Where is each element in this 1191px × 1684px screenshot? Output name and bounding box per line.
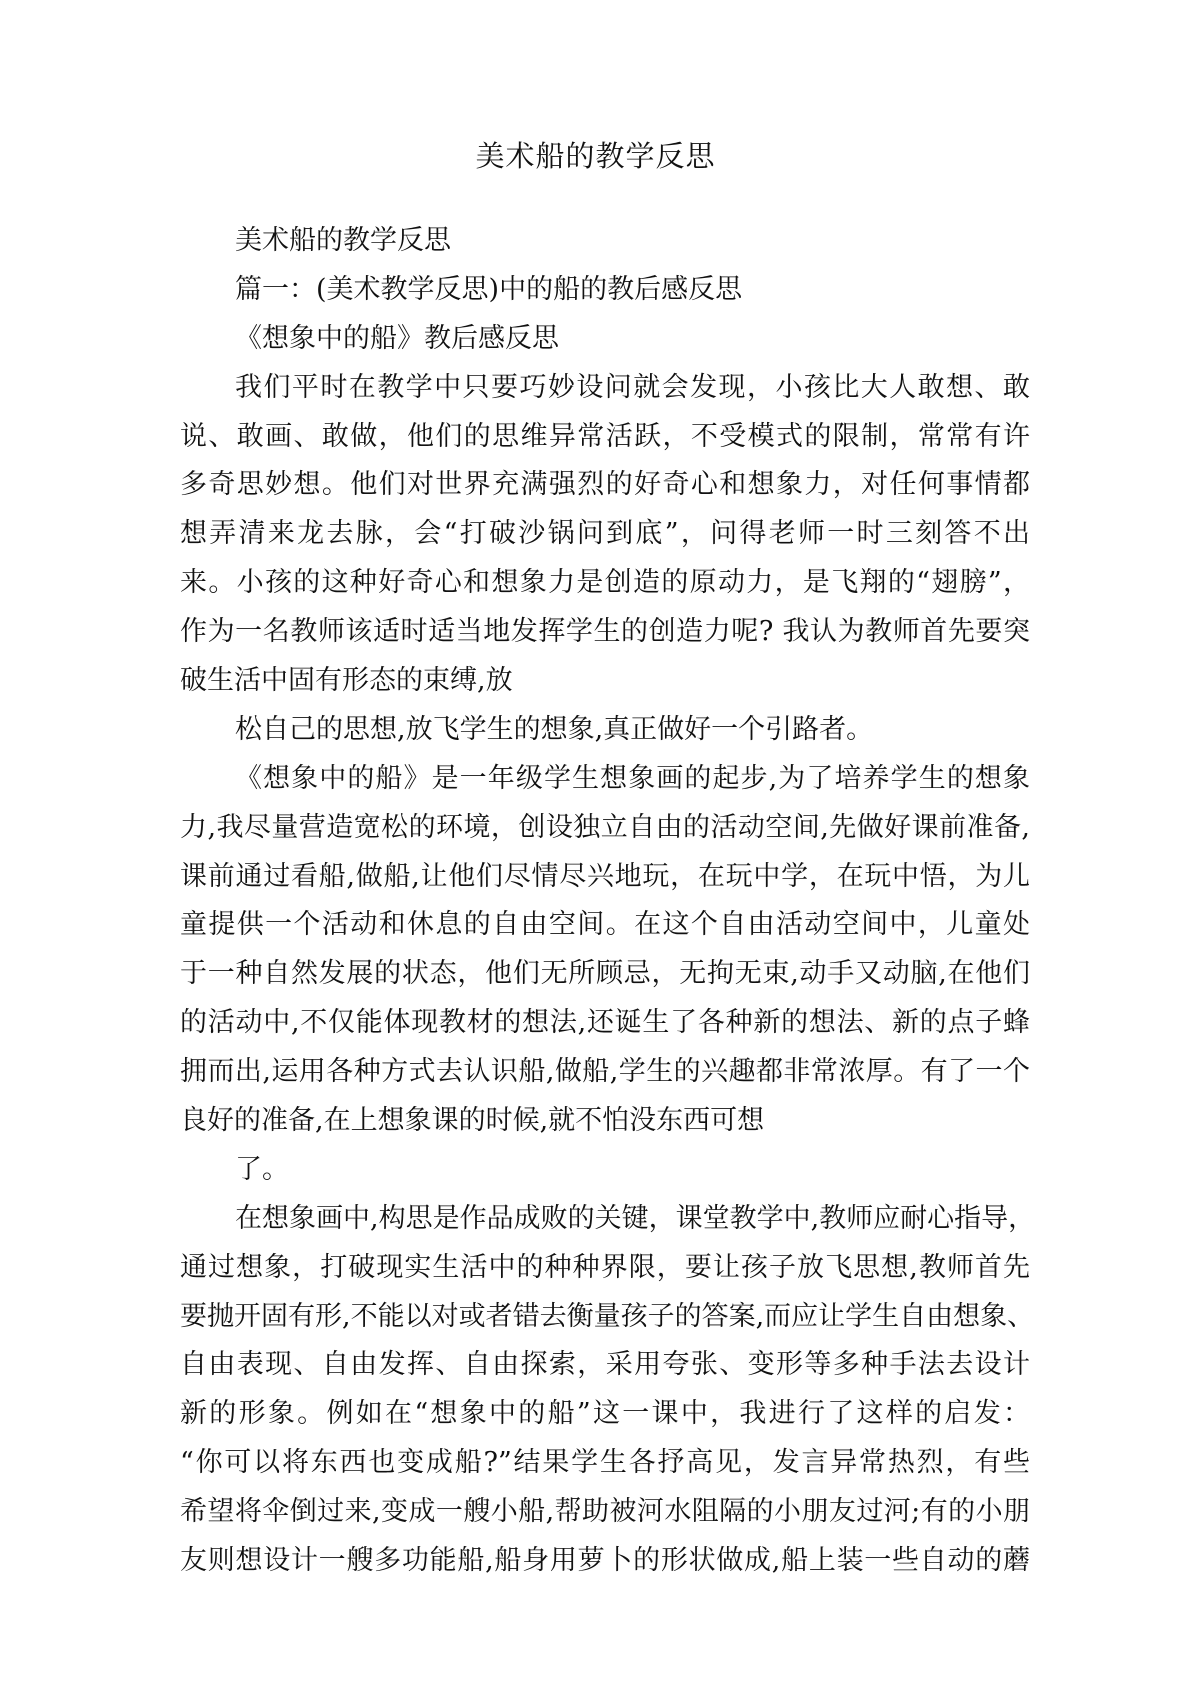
text-line: 自由表现、自由发挥、自由探索，采用夸张、变形等多种手法去设计 bbox=[180, 1349, 1030, 1381]
text-line: 新的形象。例如在“想象中的船”这一课中，我进行了这样的启发： bbox=[180, 1398, 1030, 1430]
text-line: 良好的准备,在上想象课的时候,就不怕没东西可想 bbox=[180, 1105, 765, 1137]
document-title: 美术船的教学反思 bbox=[475, 139, 716, 173]
text-line: 《想象中的船》教后感反思 bbox=[235, 322, 559, 354]
text-line: 于一种自然发展的状态，他们无所顾忌，无拘无束,动手又动脑,在他们 bbox=[180, 958, 1030, 990]
text-line: 我们平时在教学中只要巧妙设问就会发现，小孩比大人敢想、敢 bbox=[235, 371, 1030, 403]
text-line: 拥而出,运用各种方式去认识船,做船,学生的兴趣都非常浓厚。有了一个 bbox=[180, 1056, 1030, 1088]
text-line: 了。 bbox=[235, 1153, 289, 1185]
text-line: 友则想设计一艘多功能船,船身用萝卜的形状做成,船上装一些自动的蘑 bbox=[180, 1545, 1030, 1577]
text-line: 松自己的思想,放飞学生的想象,真正做好一个引路者。 bbox=[235, 713, 874, 745]
text-line: 说、敢画、敢做，他们的思维异常活跃，不受模式的限制，常常有许 bbox=[180, 420, 1030, 452]
text-line: 的活动中,不仅能体现教材的想法,还诞生了各种新的想法、新的点子蜂 bbox=[180, 1007, 1030, 1039]
text-line: 破生活中固有形态的束缚,放 bbox=[180, 665, 513, 697]
text-line: 来。小孩的这种好奇心和想象力是创造的原动力，是飞翔的“翅膀”， bbox=[180, 567, 1030, 599]
text-line: 篇一：(美术教学反思)中的船的教后感反思 bbox=[235, 273, 743, 305]
text-line: 《想象中的船》是一年级学生想象画的起步,为了培养学生的想象 bbox=[235, 762, 1030, 794]
text-line: 多奇思妙想。他们对世界充满强烈的好奇心和想象力，对任何事情都 bbox=[180, 469, 1030, 501]
text-line: 想弄清来龙去脉，会“打破沙锅问到底”，问得老师一时三刻答不出 bbox=[180, 518, 1030, 550]
text-line: “你可以将东西也变成船?”结果学生各抒高见，发言异常热烈，有些 bbox=[180, 1447, 1030, 1479]
document-body bbox=[180, 217, 1036, 1586]
text-line: 美术船的教学反思 bbox=[235, 225, 451, 256]
text-line: 通过想象，打破现实生活中的种种界限，要让孩子放飞思想,教师首先 bbox=[180, 1251, 1030, 1283]
text-line: 童提供一个活动和休息的自由空间。在这个自由活动空间中，儿童处 bbox=[180, 909, 1030, 941]
text-line: 在想象画中,构思是作品成败的关键，课堂教学中,教师应耐心指导， bbox=[235, 1202, 1036, 1234]
text-line: 作为一名教师该适时适当地发挥学生的创造力呢? 我认为教师首先要突 bbox=[180, 616, 1030, 648]
text-line: 课前通过看船,做船,让他们尽情尽兴地玩，在玩中学，在玩中悟，为儿 bbox=[180, 860, 1030, 892]
text-line: 要抛开固有形,不能以对或者错去衡量孩子的答案,而应让学生自由想象、 bbox=[180, 1300, 1035, 1332]
text-line: 希望将伞倒过来,变成一艘小船,帮助被河水阻隔的小朋友过河;有的小朋 bbox=[180, 1496, 1030, 1528]
text-line: 力,我尽量营造宽松的环境，创设独立自由的活动空间,先做好课前准备, bbox=[180, 811, 1030, 843]
